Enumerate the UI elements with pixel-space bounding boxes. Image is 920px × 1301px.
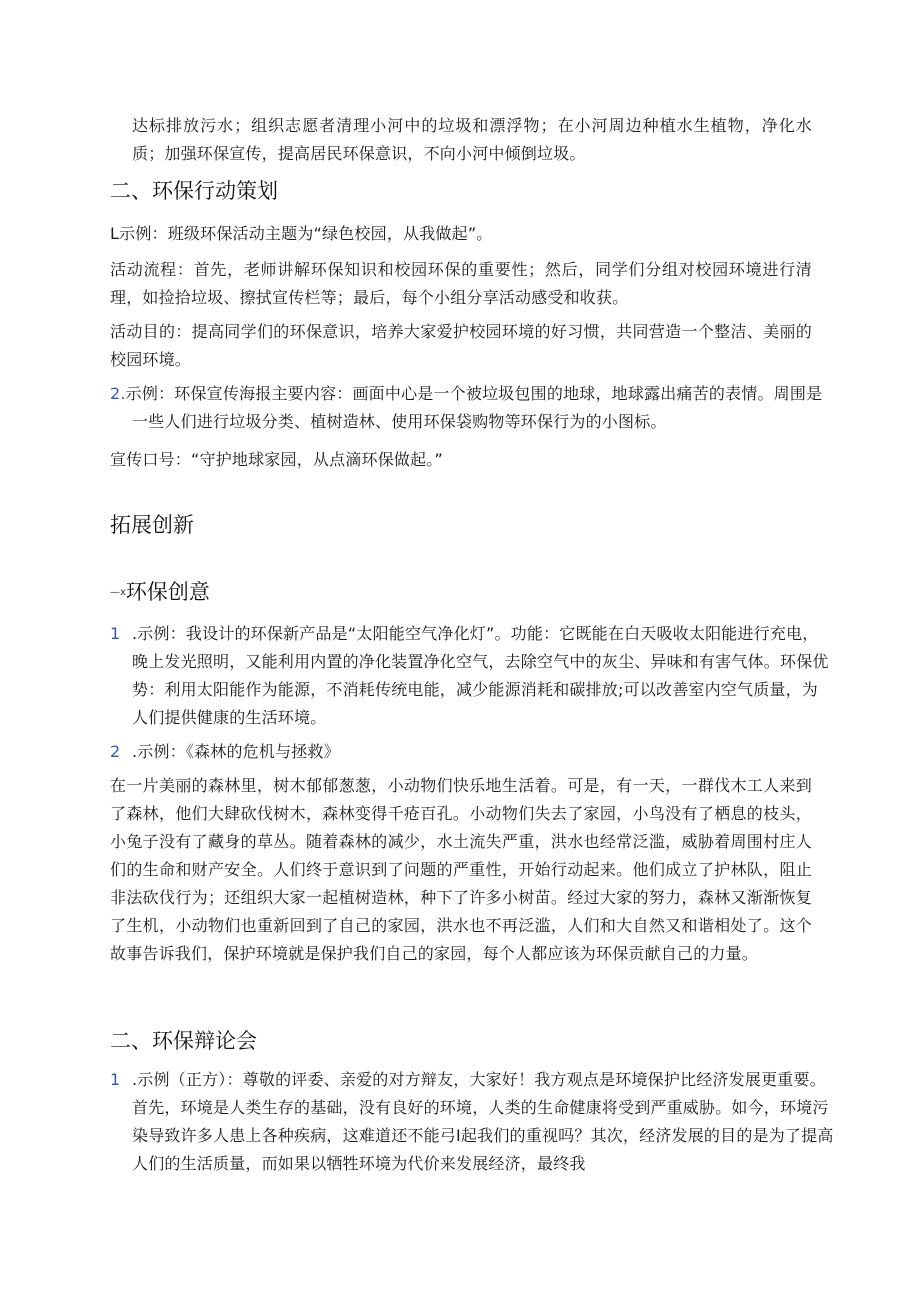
slogan: 宣传口号：“守护地球家园，从点滴环保做起。” — [110, 450, 443, 469]
creative-item-2-text: .示例：《森林的危机与拯救》 — [132, 742, 340, 761]
heading-extend-innovation: 拓展创新 — [110, 513, 194, 537]
debate-item-1-number: 1 — [110, 1070, 121, 1089]
activity-purpose: 活动目的：提高同学们的环保意识，培养大家爱护校园环境的好习惯，共同营造一个整洁、美丽的校园环境。 — [110, 322, 812, 369]
creative-item-2-number: 2 — [110, 742, 121, 761]
creative-item-1-number: 1 — [110, 624, 121, 643]
action-item-2-number: 2. — [110, 384, 126, 403]
creative-item-2 — [110, 738, 834, 766]
heading-creative — [110, 577, 210, 608]
heading-action-plan: 二、环保行动策划 — [110, 179, 278, 203]
action-item-2 — [110, 380, 834, 436]
debate-item-1 — [110, 1066, 834, 1178]
action-item-1-prefix: L — [110, 224, 120, 243]
action-item-2-text: 示例：环保宣传海报主要内容：画面中心是一个被垃圾包围的地球，地球露出痛苦的表情。周围是一些人们进行垃圾分类、植树造林、使用环保袋购物等环保行为的小图标。 — [125, 384, 823, 431]
heading-debate: 二、环保辩论会 — [110, 1029, 257, 1053]
creative-heading-prefix: —x — [110, 587, 126, 598]
creative-heading-text: 环保创意 — [125, 580, 210, 604]
action-item-1-text: 示例：班级环保活动主题为“绿色校园，从我做起”。 — [119, 224, 493, 243]
creative-item-1-text: .示例：我设计的环保新产品是“太阳能空气净化灯”。功能：它既能在白天吸收太阳能进行充电，晚上发光照明，又能利用内置的净化装置净化空气，去除空气中的灰尘、异味和有害气体。环保优势：利用太阳能作为能源，不消耗传统电能，减少能源消耗和碳排放;可以改善室内空气质量，为人们提供健康的生活环境。 — [132, 624, 829, 727]
forest-story: 在一片美丽的森林里，树木郁郁葱葱，小动物们快乐地生活着。可是，有一天，一群伐木工人来到了森林，他们大肆砍伐树木，森林变得千疮百孔。小动物们失去了家园，小鸟没有了栖息的枝头，小兔子没有了藏身的草丛。随着森林的减少，水土流失严重，洪水也经常泛滥，威胁着周围村庄人们的生命和财产安全。人们终于意识到了问题的严重性，开始行动起来。他们成立了护林队，阻止非法砍伐行为；还组织大家一起植树造林，种下了许多小树苗。经过大家的努力，森林又渐渐恢复了生机，小动物们也重新回到了自己的家园，洪水也不再泛滥，人们和大自然又和谐相处了。这个故事告诉我们，保护环境就是保护我们自己的家园，每个人都应该为环保贡献自己的力量。 — [110, 776, 812, 963]
creative-item-1 — [110, 620, 834, 732]
activity-process: 活动流程：首先，老师讲解环保知识和校园环保的重要性；然后，同学们分组对校园环境进行清理，如捡拾垃圾、擦拭宣传栏等；最后，每个小组分享活动感受和收获。 — [110, 260, 812, 307]
top-paragraph: 达标排放污水；组织志愿者清理小河中的垃圾和漂浮物；在小河周边种植水生植物，净化水质；加强环保宣传，提高居民环保意识，不向小河中倾倒垃圾。 — [132, 116, 812, 163]
action-item-1 — [110, 220, 812, 248]
debate-item-1-text: .示例（正方）：尊敬的评委、亲爱的对方辩友，大家好！我方观点是环境保护比经济发展更重要。首先，环境是人类生存的基础，没有良好的环境，人类的生命健康将受到严重威胁。如今，环境污染导致许多人患上各种疾病，这难道还不能弓I起我们的重视吗？其次，经济发展的目的是为了提高人们的生活质量，而如果以牺牲环境为代价来发展经济，最终我 — [132, 1070, 834, 1173]
